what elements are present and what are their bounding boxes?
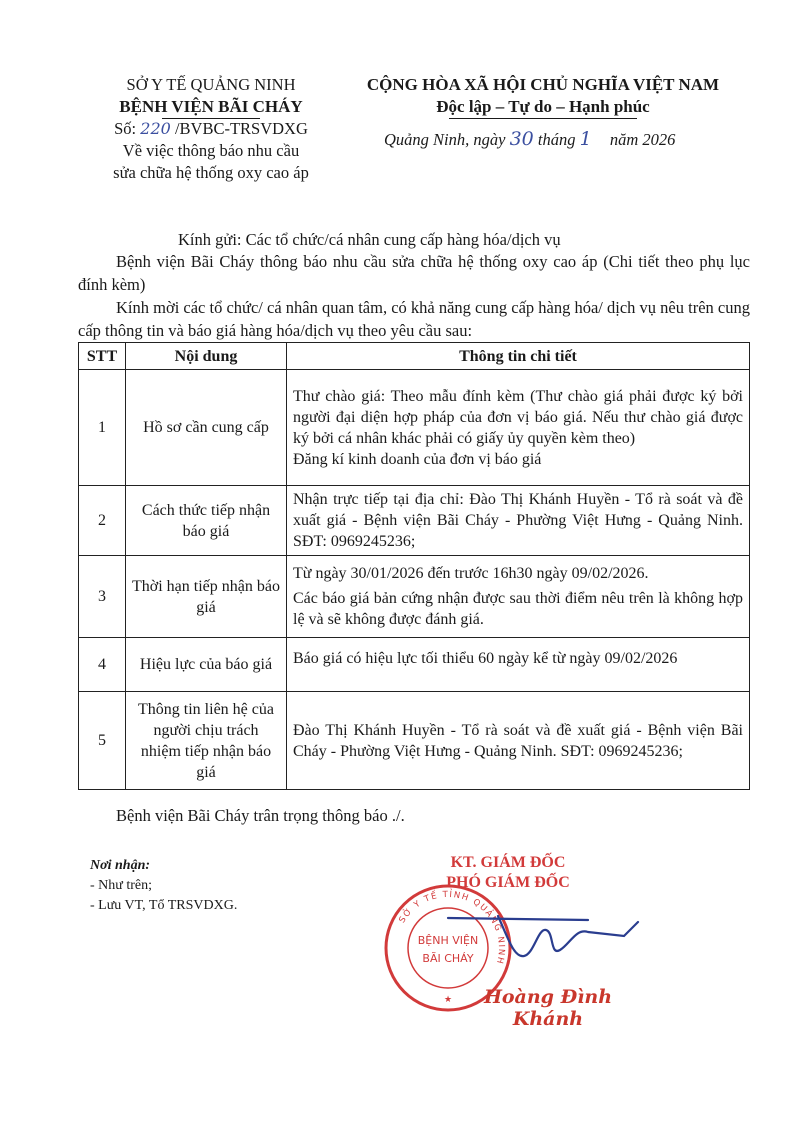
stamp-center-line1: BỆNH VIỆN (417, 934, 479, 947)
subject-line-2: sửa chữa hệ thống oxy cao áp (113, 163, 309, 182)
doc-number (70, 118, 352, 140)
country-name: CỘNG HÒA XÃ HỘI CHỦ NGHĨA VIỆT NAM (366, 75, 720, 94)
star-icon: ★ (443, 995, 453, 1005)
row-detail (287, 638, 750, 692)
row-stt: 3 (79, 556, 126, 638)
recipient-item: - Như trên; (90, 878, 153, 893)
row-detail-line: Đào Thị Khánh Huyền - Tổ rà soát và đề xuất giá - Bệnh viện Bãi Cháy - Phường Việt Hưng - Quảng Ninh. SĐT: 0969245236; (293, 721, 743, 760)
table-row (79, 692, 750, 790)
row-stt: 2 (79, 486, 126, 556)
place-date (384, 128, 704, 150)
stamp-ring-text: SỞ Y TẾ TỈNH QUẢNG NINH (397, 889, 507, 966)
motto-underline (449, 118, 637, 119)
row-detail (287, 370, 750, 486)
table-row (79, 556, 750, 638)
row-detail (287, 486, 750, 556)
header-content: Nội dung (126, 343, 287, 370)
national-motto: Độc lập – Tự do – Hạnh phúc (436, 97, 650, 116)
closing-line: Bệnh viện Bãi Cháy trân trọng thông báo ./. (116, 806, 405, 825)
row-detail (287, 692, 750, 790)
hospital-name: BỆNH VIỆN BÃI CHÁY (119, 97, 303, 116)
signature-stroke (448, 916, 638, 956)
row-detail-line: Các báo giá bản cứng nhận được sau thời điểm nêu trên là không hợp lệ và sẽ không được đánh giá. (293, 590, 743, 628)
row-stt: 1 (79, 370, 126, 486)
hospital-underline (162, 118, 260, 119)
header-stt: STT (79, 343, 126, 370)
recipients-title: Nơi nhận: (90, 858, 151, 873)
signature-title-line1: KT. GIÁM ĐỐC (450, 854, 566, 871)
ministry-name: SỞ Y TẾ QUẢNG NINH (126, 75, 296, 94)
month-handwritten: 1 (579, 128, 592, 150)
requirements-table (78, 342, 750, 790)
recipients-block (90, 856, 237, 916)
year-text: năm 2026 (609, 130, 676, 149)
row-content: Thời hạn tiếp nhận báo giá (126, 556, 287, 638)
row-stt: 4 (79, 638, 126, 692)
row-content: Cách thức tiếp nhận báo giá (126, 486, 287, 556)
row-stt: 5 (79, 692, 126, 790)
signature-title-line2: PHÓ GIÁM ĐỐC (446, 874, 570, 891)
row-detail-line: Nhận trực tiếp tại địa chỉ: Đào Thị Khánh Huyền - Tổ rà soát và đề xuất giá - Bệnh viện Bãi Cháy - Phường Việt Hưng - Quảng Ninh. SĐT: 0969245236; (293, 491, 743, 550)
row-detail-line: Từ ngày 30/01/2026 đến trước 16h30 ngày 09/02/2026. (293, 565, 649, 582)
row-detail-line: Đăng kí kinh doanh của đơn vị báo giá (293, 450, 542, 468)
table-row (79, 370, 750, 486)
request-paragraph: Kính mời các tổ chức/ cá nhân quan tâm, có khả năng cung cấp hàng hóa/ dịch vụ nêu trên cung cấp thông tin và báo giá hàng hóa/dịch vụ theo yêu cầu sau: (78, 298, 750, 340)
row-detail-line: Thư chào giá: Theo mẫu đính kèm (Thư chào giá phải được ký bởi người đại diện hợp pháp của đơn vị báo giá. Nếu thư chào giá được ký bởi cá nhân khác phải có giấy ủy quyền kèm theo) (293, 387, 743, 447)
place-date-prefix: Quảng Ninh, ngày (384, 130, 506, 149)
row-detail-line: Báo giá có hiệu lực tối thiểu 60 ngày kể từ ngày 09/02/2026 (293, 650, 678, 667)
day-handwritten: 30 (509, 128, 534, 150)
signer-name: Hoàng Đình Khánh (483, 986, 613, 1030)
signature-block (378, 838, 638, 1038)
greeting: Kính gửi: Các tổ chức/cá nhân cung cấp hàng hóa/dịch vụ (178, 230, 561, 249)
national-header (358, 74, 728, 118)
signature-scribble (438, 898, 658, 978)
stamp-center-line2: BÃI CHÁY (422, 952, 474, 965)
row-content: Hồ sơ cần cung cấp (126, 370, 287, 486)
doc-number-suffix: /BVBC-TRSVDXG (174, 119, 308, 138)
recipient-item: - Lưu VT, Tổ TRSVDXG. (90, 898, 238, 913)
doc-number-handwritten: 220 (140, 119, 171, 138)
table-row (79, 486, 750, 556)
doc-number-prefix: Số: (114, 119, 137, 138)
issuing-authority (70, 74, 352, 184)
row-detail (287, 556, 750, 638)
row-content: Hiệu lực của báo giá (126, 638, 287, 692)
row-content: Thông tin liên hệ của người chịu trách nhiệm tiếp nhận báo giá (126, 692, 287, 790)
subject-line-1: Về việc thông báo nhu cầu (122, 141, 300, 160)
header-detail: Thông tin chi tiết (287, 343, 750, 370)
table-row (79, 638, 750, 692)
table-header-row (79, 343, 750, 370)
intro-paragraph: Bệnh viện Bãi Cháy thông báo nhu cầu sửa chữa hệ thống oxy cao áp (Chi tiết theo phụ lục đính kèm) (78, 252, 750, 294)
month-label: tháng (537, 130, 576, 149)
